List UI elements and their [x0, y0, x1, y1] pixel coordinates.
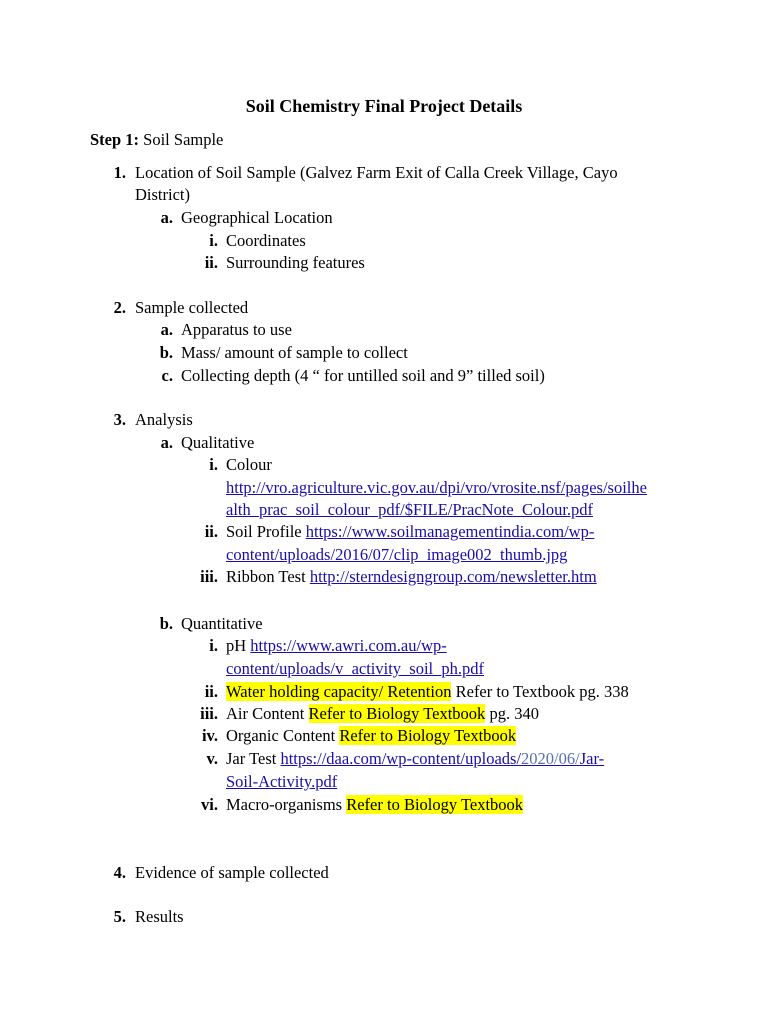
list-letter: a. — [160, 433, 173, 452]
ribbon-test-link[interactable]: http://sterndesigngroup.com/newsletter.htm — [309, 567, 597, 586]
list-item-content — [226, 725, 516, 748]
list-item-text: Location of Soil Sample (Galvez Farm Exit of Calla Creek Village, Cayo — [135, 163, 618, 182]
list-roman: i. — [209, 636, 218, 655]
list-roman: ii. — [204, 522, 218, 541]
list-item-text: Surrounding features — [226, 253, 365, 272]
jar-test-link-part: https://daa.com/wp-content/uploads/ — [280, 749, 522, 768]
list-roman: i. — [209, 455, 218, 474]
list-roman: v. — [206, 749, 218, 768]
list-item-text: Mass/ amount of sample to collect — [181, 343, 408, 362]
list-item-text: Geographical Location — [181, 208, 333, 227]
list-item-content — [226, 703, 539, 726]
highlighted-text: Refer to Biology Textbook — [346, 795, 524, 814]
list-item-text: Analysis — [135, 410, 193, 429]
list-roman: ii. — [204, 682, 218, 701]
list-item-content — [226, 748, 604, 771]
list-roman: ii. — [204, 253, 218, 272]
list-item-text: Colour — [226, 455, 272, 474]
list-number: 5. — [113, 907, 126, 926]
list-roman: i. — [209, 231, 218, 250]
jar-test-link-part: Jar- — [579, 749, 605, 768]
list-item-content — [226, 635, 447, 658]
list-letter: b. — [159, 343, 173, 362]
ph-link[interactable]: https://www.awri.com.au/wp- — [250, 636, 447, 655]
list-item-text: Coordinates — [226, 231, 306, 250]
list-item-text: pH — [226, 636, 247, 655]
list-item-text: Soil Profile — [226, 522, 302, 541]
list-item-text: Apparatus to use — [181, 320, 292, 339]
list-item-text: Quantitative — [181, 614, 263, 633]
list-item-tail: Refer to Textbook pg. 338 — [455, 682, 629, 701]
soil-profile-link[interactable]: https://www.soilmanagementindia.com/wp- — [305, 522, 595, 541]
list-roman: vi. — [201, 795, 218, 814]
soil-profile-link-cont[interactable]: content/uploads/2016/07/clip_image002_thumb.jpg — [226, 545, 568, 564]
list-item-text: Results — [135, 907, 184, 926]
list-number: 2. — [113, 298, 126, 317]
step-label: Step 1: — [90, 130, 140, 149]
list-item-content — [226, 681, 629, 704]
list-item-tail: pg. 340 — [489, 704, 539, 723]
list-item-content — [226, 521, 594, 544]
jar-test-link-part: 2020/06/ — [521, 749, 580, 768]
highlighted-text: Refer to Biology Textbook — [339, 726, 517, 745]
step-heading — [90, 129, 223, 152]
document-title: Soil Chemistry Final Project Details — [245, 96, 523, 116]
list-item-text: Collecting depth (4 “ for untilled soil and 9” tilled soil) — [181, 366, 545, 385]
list-item-text: Sample collected — [135, 298, 249, 317]
colour-link[interactable]: http://vro.agriculture.vic.gov.au/dpi/vro/vrosite.nsf/pages/soilhe — [226, 478, 647, 497]
list-number: 3. — [113, 410, 126, 429]
list-letter: a. — [160, 320, 173, 339]
list-number: 1. — [113, 163, 126, 182]
jar-test-link[interactable] — [280, 749, 604, 768]
jar-test-link-cont[interactable]: Soil-Activity.pdf — [226, 772, 338, 791]
list-item-text: Organic Content — [226, 726, 336, 745]
list-letter: a. — [160, 208, 173, 227]
list-item-content — [226, 794, 523, 817]
list-number: 4. — [113, 863, 126, 882]
list-item-text: Macro-organisms — [226, 795, 343, 814]
list-letter: b. — [159, 614, 173, 633]
highlighted-text: Water holding capacity/ Retention — [226, 682, 452, 701]
highlighted-text: Refer to Biology Textbook — [308, 704, 486, 723]
colour-link-cont[interactable]: alth_prac_soil_colour_pdf/$FILE/PracNote_Colour.pdf — [226, 500, 594, 519]
list-item-content — [226, 566, 597, 589]
list-item-text: Qualitative — [181, 433, 255, 452]
list-item-text: Jar Test — [226, 749, 277, 768]
list-letter: c. — [161, 366, 173, 385]
list-item-text: Air Content — [226, 704, 305, 723]
list-item-text: Ribbon Test — [226, 567, 306, 586]
list-item-text-cont: District) — [135, 185, 190, 204]
step-text: Soil Sample — [143, 130, 224, 149]
ph-link-cont[interactable]: content/uploads/v_activity_soil_ph.pdf — [226, 659, 485, 678]
list-roman: iii. — [200, 704, 218, 723]
list-roman: iv. — [201, 726, 218, 745]
list-roman: iii. — [200, 567, 218, 586]
list-item-text: Evidence of sample collected — [135, 863, 329, 882]
